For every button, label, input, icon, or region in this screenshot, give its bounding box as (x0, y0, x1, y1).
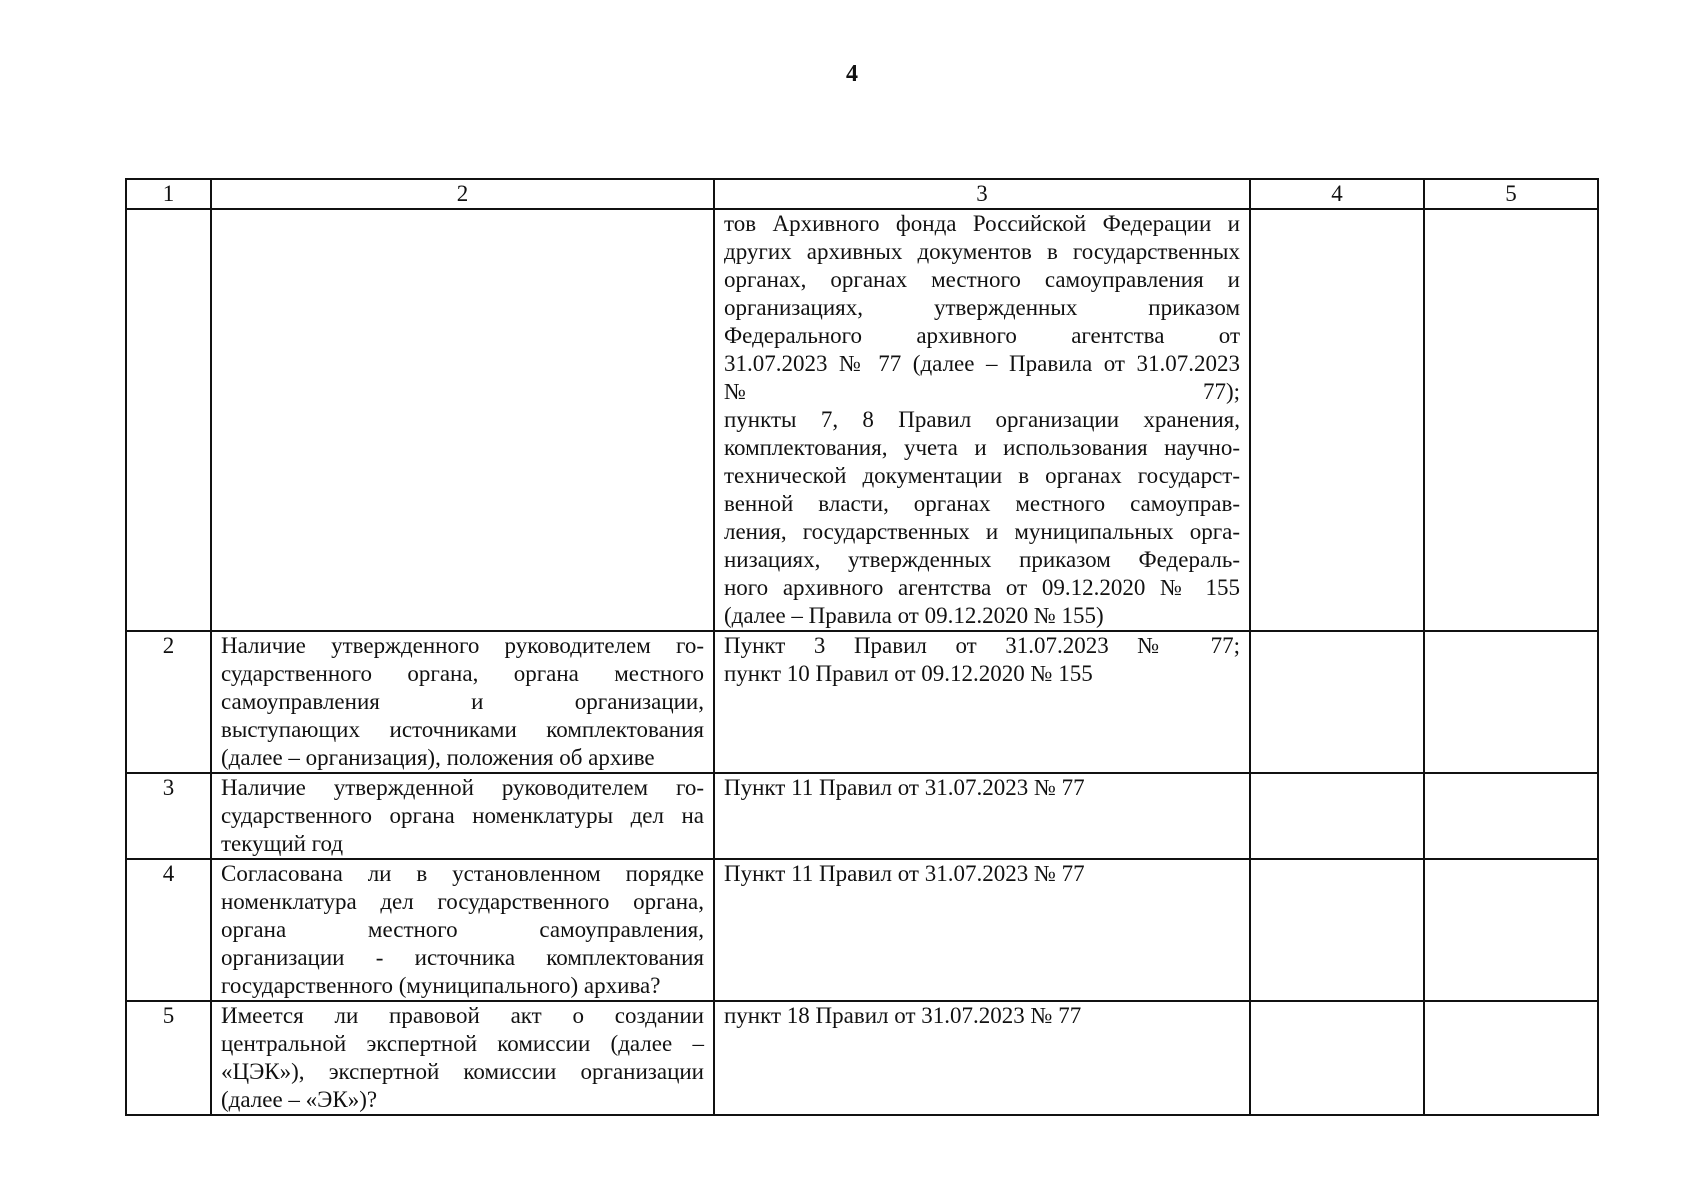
criterion-line: номенклатура дел государственного органа, (221, 889, 704, 914)
column-5-cell (1424, 859, 1598, 1001)
column-5-cell (1424, 631, 1598, 773)
criterion-cell (211, 859, 714, 1001)
legal-basis-line: Федерального архивного агентства от (724, 323, 1240, 348)
legal-basis-line: органах, органах местного самоуправления и (724, 267, 1240, 292)
legal-basis-line: Пункт 11 Правил от 31.07.2023 № 77 (724, 861, 1085, 886)
column-4-cell (1250, 631, 1424, 773)
table-row (126, 859, 1598, 1001)
legal-basis-cell (714, 859, 1250, 1001)
row-number: 3 (126, 773, 211, 859)
page-number: 4 (846, 61, 858, 87)
legal-basis-cell (714, 631, 1250, 773)
column-header-4: 4 (1250, 179, 1424, 209)
legal-basis-line: ления, государственных и муниципальных орга- (724, 519, 1240, 544)
criterion-line: центральной экспертной комиссии (далее – (221, 1031, 704, 1056)
criterion-line: (далее – «ЭК»)? (221, 1087, 378, 1112)
legal-basis-line: 31.07.2023 № 77 (далее – Правила от 31.07.2023 (724, 351, 1240, 376)
legal-basis-line: организациях, утвержденных приказом (724, 295, 1240, 320)
column-4-cell (1250, 1001, 1424, 1115)
criterion-line: текущий год (221, 831, 344, 856)
legal-basis-line: Пункт 11 Правил от 31.07.2023 № 77 (724, 775, 1085, 800)
legal-basis-line: ного архивного агентства от 09.12.2020 № 155 (724, 575, 1240, 600)
criterion-line: Имеется ли правовой акт о создании (221, 1003, 704, 1028)
column-header-5: 5 (1424, 179, 1598, 209)
legal-basis-line: тов Архивного фонда Российской Федерации и (724, 211, 1240, 236)
column-header-1: 1 (126, 179, 211, 209)
table-row (126, 631, 1598, 773)
table-row (126, 1001, 1598, 1115)
column-header-3: 3 (714, 179, 1250, 209)
column-4-cell (1250, 859, 1424, 1001)
row-number (126, 209, 211, 631)
legal-basis-line: других архивных документов в государственных (724, 239, 1240, 264)
criterion-cell (211, 209, 714, 631)
legal-basis-line: венной власти, органах местного самоуправ- (724, 491, 1240, 516)
legal-basis-line: низациях, утвержденных приказом Федераль- (724, 547, 1240, 572)
legal-basis-line: комплектования, учета и использования научно- (724, 435, 1240, 460)
criterion-line: (далее – организация), положения об архиве (221, 745, 655, 770)
column-4-cell (1250, 773, 1424, 859)
column-5-cell (1424, 1001, 1598, 1115)
column-header-2: 2 (211, 179, 714, 209)
legal-basis-line: (далее – Правила от 09.12.2020 № 155) (724, 603, 1104, 628)
row-number: 4 (126, 859, 211, 1001)
criterion-cell (211, 1001, 714, 1115)
row-number: 5 (126, 1001, 211, 1115)
criterion-cell (211, 631, 714, 773)
legal-basis-line: Пункт 3 Правил от 31.07.2023 № 77; (724, 633, 1240, 658)
criterion-cell (211, 773, 714, 859)
checklist-table (125, 178, 1599, 1116)
criterion-line: «ЦЭК»), экспертной комиссии организации (221, 1059, 704, 1084)
criterion-line: органа местного самоуправления, (221, 917, 704, 942)
criterion-line: сударственного органа, органа местного (221, 661, 704, 686)
legal-basis-line: пункты 7, 8 Правил организации хранения, (724, 407, 1240, 432)
criterion-line: государственного (муниципального) архива? (221, 973, 661, 998)
criterion-line: самоуправления и организации, (221, 689, 704, 714)
row-number: 2 (126, 631, 211, 773)
criterion-line: выступающих источниками комплектования (221, 717, 704, 742)
column-4-cell (1250, 209, 1424, 631)
column-5-cell (1424, 209, 1598, 631)
legal-basis-cell (714, 773, 1250, 859)
legal-basis-line: № 77); (724, 379, 1240, 404)
legal-basis-cell (714, 1001, 1250, 1115)
legal-basis-line: пункт 10 Правил от 09.12.2020 № 155 (724, 661, 1093, 686)
legal-basis-cell (714, 209, 1250, 631)
table-row (126, 773, 1598, 859)
criterion-line: Наличие утвержденного руководителем го- (221, 633, 704, 658)
legal-basis-line: технической документации в органах государст- (724, 463, 1240, 488)
criterion-line: Наличие утвержденной руководителем го- (221, 775, 704, 800)
criterion-line: организации - источника комплектования (221, 945, 704, 970)
criterion-line: сударственного органа номенклатуры дел на (221, 803, 704, 828)
table-header-row (126, 179, 1598, 209)
legal-basis-line: пункт 18 Правил от 31.07.2023 № 77 (724, 1003, 1082, 1028)
column-5-cell (1424, 773, 1598, 859)
criterion-line: Согласована ли в установленном порядке (221, 861, 704, 886)
table-row (126, 209, 1598, 631)
